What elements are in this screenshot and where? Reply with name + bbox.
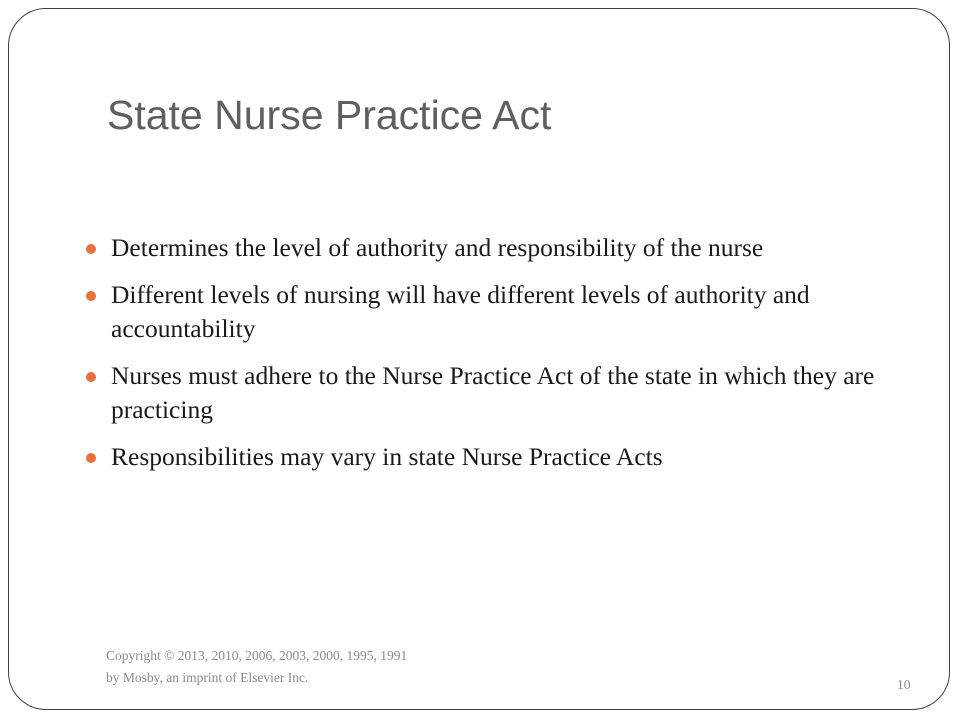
bullet-text: Nurses must adhere to the Nurse Practice Act of the state in which they are practicing: [111, 361, 875, 424]
bullet-item: [111, 231, 891, 265]
bullet-item: [111, 359, 891, 427]
bullet-item: [111, 440, 891, 474]
bullet-dot-icon: [86, 244, 96, 254]
copyright-line-1: Copyright © 2013, 2010, 2006, 2003, 2000, 1995, 1991: [106, 648, 408, 663]
bullet-item: [111, 278, 891, 346]
bullet-text: Determines the level of authority and responsibility of the nurse: [111, 233, 764, 262]
bullet-dot-icon: [86, 372, 96, 382]
bullet-dot-icon: [86, 453, 96, 463]
bullet-text: Different levels of nursing will have different levels of authority and accountability: [111, 280, 810, 343]
bullet-text: Responsibilities may vary in state Nurse Practice Acts: [111, 442, 663, 471]
page-number: 10: [897, 677, 911, 692]
copyright-notice: [106, 645, 407, 689]
bullet-list: [111, 231, 891, 487]
slide: [8, 8, 950, 710]
copyright-line-2: by Mosby, an imprint of Elsevier Inc.: [106, 670, 309, 685]
bullet-dot-icon: [86, 291, 96, 301]
slide-title: State Nurse Practice Act: [107, 92, 552, 138]
